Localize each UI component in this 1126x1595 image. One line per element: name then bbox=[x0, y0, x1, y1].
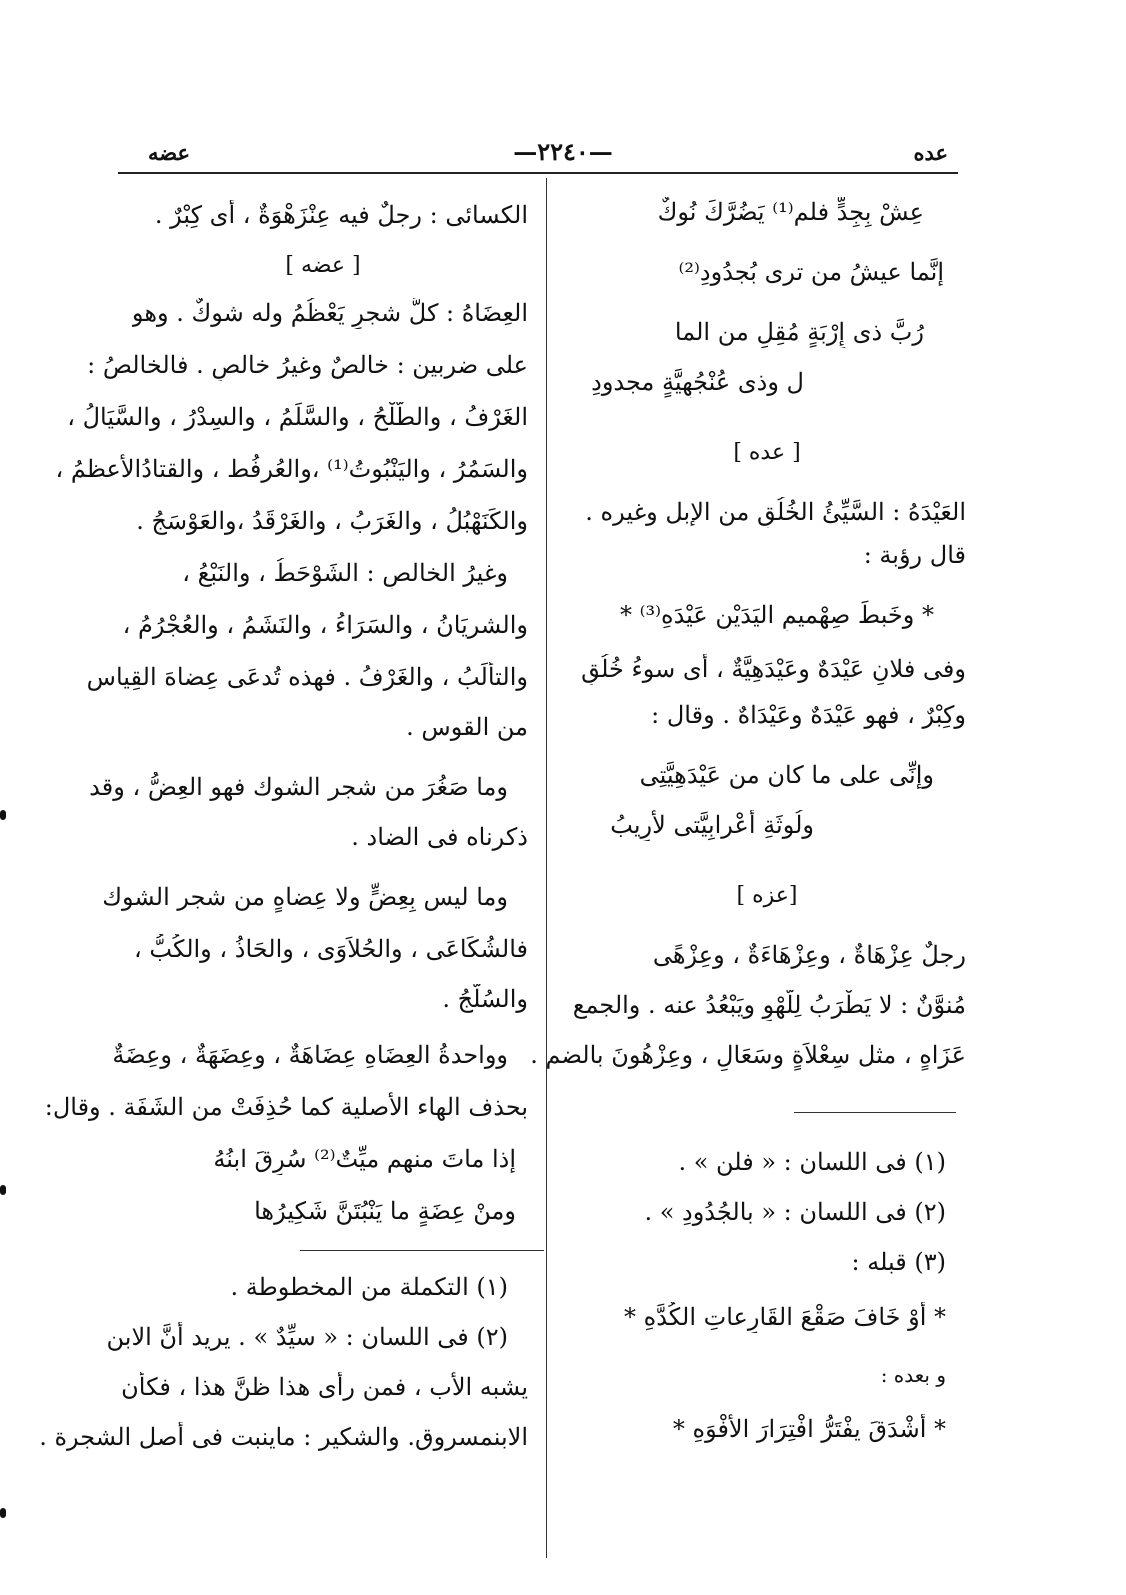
text-line: من القوس . bbox=[406, 713, 528, 741]
column-divider bbox=[546, 178, 547, 1558]
text-line: فالشُكَاعَى ، والحُلاَوَى ، والحَاذُ ، والكُبُّ ، bbox=[134, 935, 528, 963]
margin-mark bbox=[0, 1185, 6, 1195]
text-line: الكسائى : رجلٌ فيه عِنْزَهْوَةٌ ، أى كِبْرٌ . bbox=[154, 201, 528, 229]
header-rule bbox=[118, 172, 958, 174]
text-line: على ضربين : خالصٌ وغيرُ خالصٍ . فالخالصُ : bbox=[87, 351, 528, 379]
verse-line: ومنْ عِضَةٍ ما يَنْبُتَنَّ شَكِيرُها bbox=[254, 1197, 516, 1225]
text-line: والتأْلَبُ ، والغَرْفُ . فهذه تُدعَى عِضاهَ القِياس bbox=[86, 663, 528, 691]
verse-line: وإنِّى على ما كان من عَيْدَهِيَّتِى bbox=[639, 761, 934, 789]
page-number: —٢٢٤٠— bbox=[513, 137, 613, 166]
verse-line: * وخَبطَ صِهْميمِ اليَدَيْنِ عَيْدَهِ⁽³⁾ * bbox=[619, 601, 934, 629]
footnote: (٢) فى اللسان : « بالجُدُودِ » . bbox=[644, 1198, 946, 1226]
footnote: (٣) قبله : bbox=[851, 1248, 946, 1276]
text-line: وغيرُ الخالصِ : الشَوْحَطُ ، والنَبْعُ ، bbox=[182, 559, 508, 587]
verse-line: رُبَّ ذى إِرْبَةٍ مُقِلٍ من الما bbox=[674, 318, 924, 346]
header-right-word: عده bbox=[913, 140, 948, 165]
entry-heading: [ عده ] bbox=[733, 440, 801, 465]
text-line: بحذف الهاء الأصلية كما حُذِفَتْ من الشَفَة . وقال: bbox=[44, 1093, 528, 1121]
footnote: (٢) فى اللسان : « سيِّدٌ » . يريد أنَّ الابن bbox=[106, 1323, 508, 1351]
text-line: وكِبْرٌ ، فهو عَيْدَهٌ وعَيْدَاهٌ . وقال : bbox=[651, 701, 966, 729]
verse-line: ل وذى عُنْجُهِيَّةٍ مجدودِ bbox=[591, 368, 804, 396]
footnote: (١) التكملة من المخطوطة . bbox=[230, 1273, 508, 1301]
footnote: و بعده : bbox=[880, 1363, 946, 1387]
entry-heading: [عزه ] bbox=[736, 883, 798, 908]
header-left-word: عضه bbox=[148, 140, 190, 165]
text-line: ذكرناه فى الضاد . bbox=[351, 823, 528, 851]
verse-line: ولُوثَةِ أعْرابِيَّتى لأَرِيبُ bbox=[610, 811, 814, 839]
text-line: عَزَاهٍ ، مثل سِعْلاَةٍ وسَعَالٍ ، وعِزْهُونَ بالضم . bbox=[530, 1041, 966, 1069]
footnote-rule-left bbox=[300, 1250, 544, 1251]
text-line: وفى فلانٍ عَيْدَهٌ وعَيْدَهِيَّةٌ ، أى سوءُ خُلُقٍ bbox=[581, 655, 966, 683]
text-line: رجلٌ عِزْهَاةٌ ، وعِزْهَاءَةٌ ، وعِزْهًى bbox=[652, 941, 966, 969]
footnote-rule-right bbox=[794, 1112, 956, 1113]
footnote: * أوْ خَافَ صَقْعَ القَارِعاتِ الكُدَّهِ * bbox=[623, 1303, 946, 1331]
verse-line: إذا ماتَ منهم ميِّتٌ⁽²⁾ سُرِقَ ابنُهُ bbox=[213, 1145, 516, 1173]
verse-line: إنَّما عيشُ من ترى بُجدُودِ⁽²⁾ bbox=[678, 258, 944, 286]
footnote: يشبه الأب ، فمن رأى هذا ظنَّ هذا ، فكأن bbox=[121, 1373, 528, 1401]
text-line: قال رؤبة : bbox=[863, 541, 966, 569]
text-line: مُنوَّنٌ : لا يَطْرَبُ لِلَّهْوِ ويَبْعُدُ عنه . والجمع bbox=[572, 991, 966, 1019]
margin-mark bbox=[0, 1508, 6, 1518]
footnote: (١) فى اللسان : « فلن » . bbox=[678, 1148, 946, 1176]
entry-heading: [ عضه ] bbox=[285, 253, 361, 278]
verse-line: عِشْ بِجِدٍّ فلم⁽¹⁾ يَضُرَّكَ نُوكٌ bbox=[657, 198, 924, 226]
margin-mark bbox=[0, 810, 6, 820]
footnote: * أشْدَقَ يفْتَرُّ افْتِرَارَ الأفْوَهِ * bbox=[672, 1415, 946, 1443]
text-line: وما ليس بِعِضٍّ ولا عِضاهٍ من شجر الشوك bbox=[102, 883, 508, 911]
text-line: والسُلَّجُ . bbox=[442, 985, 528, 1013]
text-line: والسَمُرُ ، واليَنْبُوتُ⁽¹⁾ ،والعُرفُط ، والقتادُالأعظمُ ، bbox=[55, 455, 528, 483]
text-line: وواحدةُ العِضَاهِ عِضَاهَةٌ ، وعِضَهَةٌ ، وعِضَةٌ bbox=[112, 1041, 508, 1069]
text-line: الغَرْفُ ، والطَّلْحُ ، والسَّلَمُ ، والسِدْرُ ، والسَّيَالُ ، bbox=[67, 403, 528, 431]
text-line: وما صَغُرَ من شجر الشوك فهو العِضُّ ، وقد bbox=[89, 773, 508, 801]
text-line: والشريَانُ ، والسَرَاءُ ، والنَشَمُ ، والعُجْرُمُ ، bbox=[122, 611, 528, 639]
footnote: الابنمسروق. والشكير : ماينبت فى أصل الشجرة . bbox=[39, 1423, 528, 1451]
text-line: العَيْدَهُ : السَّيِّئُ الخُلُقِ من الإبل وغيره . bbox=[585, 498, 966, 526]
text-line: والكَنَهْبُلُ ، والغَرَبُ ، والغَرْقَدُ ،والعَوْسَجُ . bbox=[136, 507, 528, 535]
text-line: العِضَاهُ : كلُّ شجرٍ يَعْظُمُ وله شوكٌ . وهو bbox=[131, 299, 528, 327]
